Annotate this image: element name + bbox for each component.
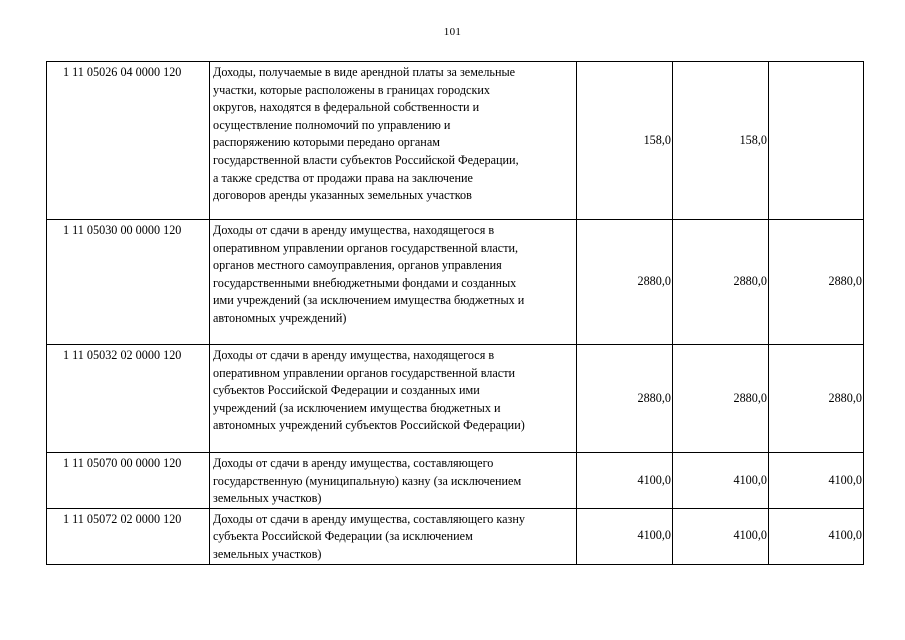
budget-classification-code: 1 11 05070 00 0000 120 xyxy=(47,453,210,509)
description-line: Доходы от сдачи в аренду имущества, составляющего xyxy=(213,456,494,470)
amount-cell-1: 2880,0 xyxy=(577,345,673,453)
amount-cell-1: 4100,0 xyxy=(577,453,673,509)
description-line: государственными внебюджетными фондами и созданных xyxy=(213,275,517,290)
budget-revenue-table xyxy=(46,61,864,565)
budget-classification-code: 1 11 05026 04 0000 120 xyxy=(47,62,210,220)
table-row xyxy=(47,62,864,220)
description-line: органов местного самоуправления, органов управления xyxy=(213,258,502,273)
revenue-description xyxy=(210,220,577,345)
revenue-description xyxy=(210,62,577,220)
description-line: договоров аренды указанных земельных участков xyxy=(213,188,472,203)
amount-cell-3: 4100,0 xyxy=(769,508,864,564)
table-row xyxy=(47,220,864,345)
revenue-description xyxy=(210,508,577,564)
amount-cell-2: 2880,0 xyxy=(673,220,769,345)
description-line: участки, которые расположены в границах городских xyxy=(213,82,490,97)
amount-cell-1: 2880,0 xyxy=(577,220,673,345)
description-line: Доходы от сдачи в аренду имущества, находящегося в xyxy=(213,223,495,237)
description-line: ими учреждений (за исключением имущества бюджетных и xyxy=(213,293,525,308)
amount-cell-2: 4100,0 xyxy=(673,508,769,564)
description-line: оперативном управлении органов государственной власти xyxy=(213,365,516,380)
amount-cell-3: 4100,0 xyxy=(769,453,864,509)
description-line: распоряжению которыми передано органам xyxy=(213,135,440,150)
page-number: 101 xyxy=(443,26,462,38)
description-line: учреждений (за исключением имущества бюджетных и xyxy=(213,400,501,415)
budget-classification-code: 1 11 05030 00 0000 120 xyxy=(47,220,210,345)
description-line: государственную (муниципальную) казну (за исключением xyxy=(213,473,522,488)
table-row xyxy=(47,508,864,564)
table-row xyxy=(47,453,864,509)
amount-cell-3: 2880,0 xyxy=(769,220,864,345)
amount-cell-2: 158,0 xyxy=(673,62,769,220)
table-row xyxy=(47,345,864,453)
budget-classification-code: 1 11 05032 02 0000 120 xyxy=(47,345,210,453)
amount-cell-3: 2880,0 xyxy=(769,345,864,453)
revenue-description xyxy=(210,345,577,453)
description-line: автономных учреждений) xyxy=(213,310,347,325)
amount-cell-1: 4100,0 xyxy=(577,508,673,564)
amount-cell-2: 4100,0 xyxy=(673,453,769,509)
description-line: земельных участков) xyxy=(213,546,322,561)
description-line: субъектов Российской Федерации и созданных ими xyxy=(213,383,480,398)
description-line: оперативном управлении органов государственной власти, xyxy=(213,240,519,255)
description-line: Доходы, получаемые в виде арендной платы за земельные xyxy=(213,65,516,79)
description-line: государственной власти субъектов Российской Федерации, xyxy=(213,152,519,167)
description-line: округов, находятся в федеральной собственности и xyxy=(213,100,480,115)
description-line: автономных учреждений субъектов Российской Федерации) xyxy=(213,418,525,433)
description-line: земельных участков) xyxy=(213,491,322,506)
description-line: а также средства от продажи права на заключение xyxy=(213,170,473,185)
amount-cell-2: 2880,0 xyxy=(673,345,769,453)
description-line: Доходы от сдачи в аренду имущества, находящегося в xyxy=(213,348,495,362)
budget-classification-code: 1 11 05072 02 0000 120 xyxy=(47,508,210,564)
description-line: субъекта Российской Федерации (за исключением xyxy=(213,529,473,544)
amount-cell-3 xyxy=(769,62,864,220)
description-line: Доходы от сдачи в аренду имущества, составляющего казну xyxy=(213,511,525,526)
description-line: осуществление полномочий по управлению и xyxy=(213,117,451,132)
amount-cell-1: 158,0 xyxy=(577,62,673,220)
revenue-description xyxy=(210,453,577,509)
